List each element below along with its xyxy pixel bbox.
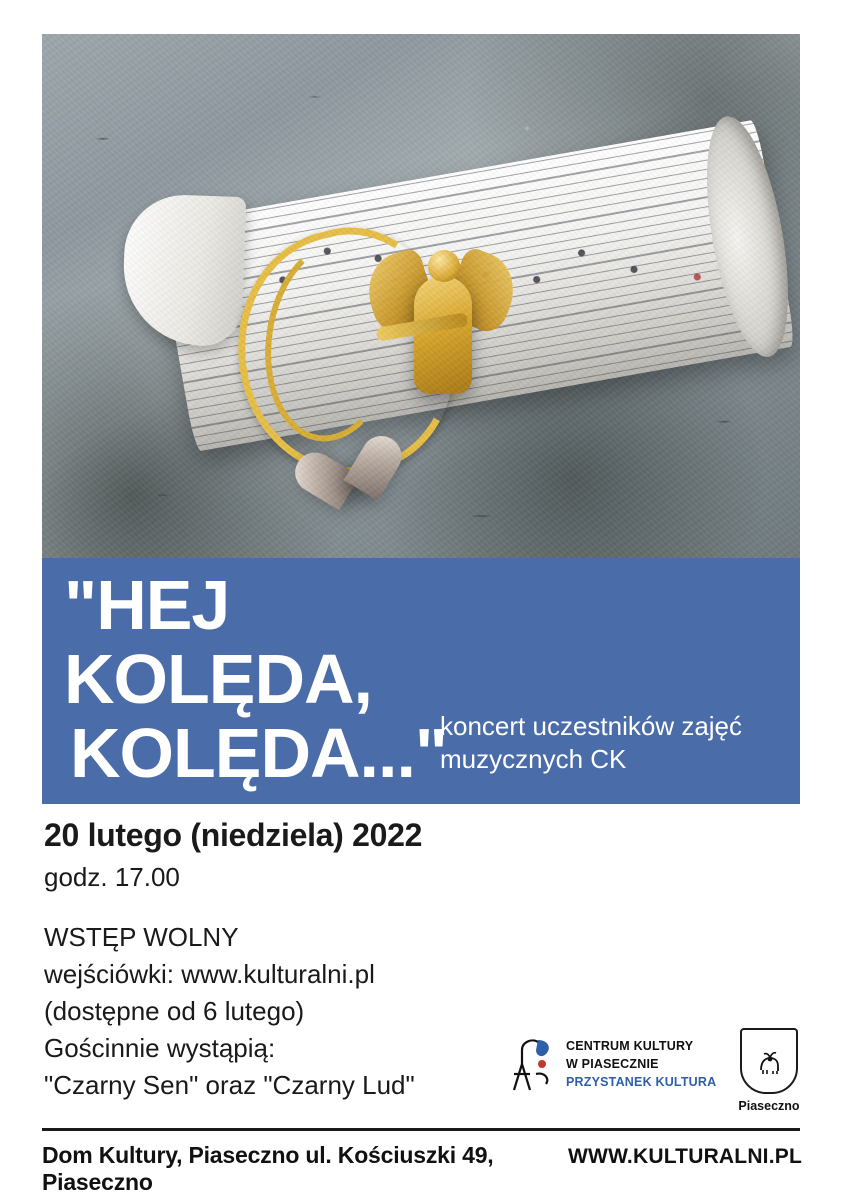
poster-title-line2: KOLĘDA...": [70, 714, 448, 793]
poster-subtitle-line1: koncert uczestników zajęć: [440, 711, 743, 741]
centrum-kultury-wordmark: [566, 1038, 716, 1091]
footer-divider: [42, 1128, 800, 1131]
centrum-kultury-mark-icon: [508, 1034, 556, 1096]
piaseczno-crest-icon: [740, 1028, 798, 1094]
title-band: [42, 558, 800, 804]
event-time: godz. 17.00: [44, 861, 180, 892]
ck-line-3: PRZYSTANEK KULTURA: [566, 1074, 717, 1089]
detail-line-guests-label: Gościnnie wystąpią:: [44, 1032, 276, 1063]
detail-line-availability: (dostępne od 6 lutego): [44, 995, 305, 1026]
detail-line-admission: WSTĘP WOLNY: [44, 922, 239, 953]
website-url[interactable]: WWW.KULTURALNI.PL: [568, 1145, 802, 1168]
logo-row: [508, 1028, 808, 1120]
detail-line-guests: "Czarny Sen" oraz "Czarny Lud": [44, 1069, 415, 1100]
ck-line-1: CENTRUM KULTURY: [566, 1039, 694, 1054]
ck-line-2: W PIASECZNIE: [566, 1057, 659, 1072]
poster-subtitle-line2: muzycznych CK: [440, 744, 627, 775]
hero-photo: [42, 34, 800, 558]
photo-grain-overlay: [42, 34, 800, 558]
centrum-kultury-logo: [508, 1034, 716, 1096]
detail-line-tickets[interactable]: wejściówki: www.kulturalni.pl: [44, 958, 375, 989]
piaseczno-logo: [730, 1028, 808, 1113]
poster-footer: [42, 1142, 802, 1196]
event-date: 20 lutego (niedziela) 2022: [44, 817, 423, 853]
venue-address: Dom Kultury, Piaseczno ul. Kościuszki 49, Piaseczno: [42, 1142, 494, 1195]
deer-icon: [752, 1044, 786, 1078]
poster-title-line1: "HEJ KOLĘDA,: [64, 566, 372, 719]
poster-subtitle: [440, 710, 790, 777]
piaseczno-label: Piaseczno: [738, 1099, 800, 1113]
